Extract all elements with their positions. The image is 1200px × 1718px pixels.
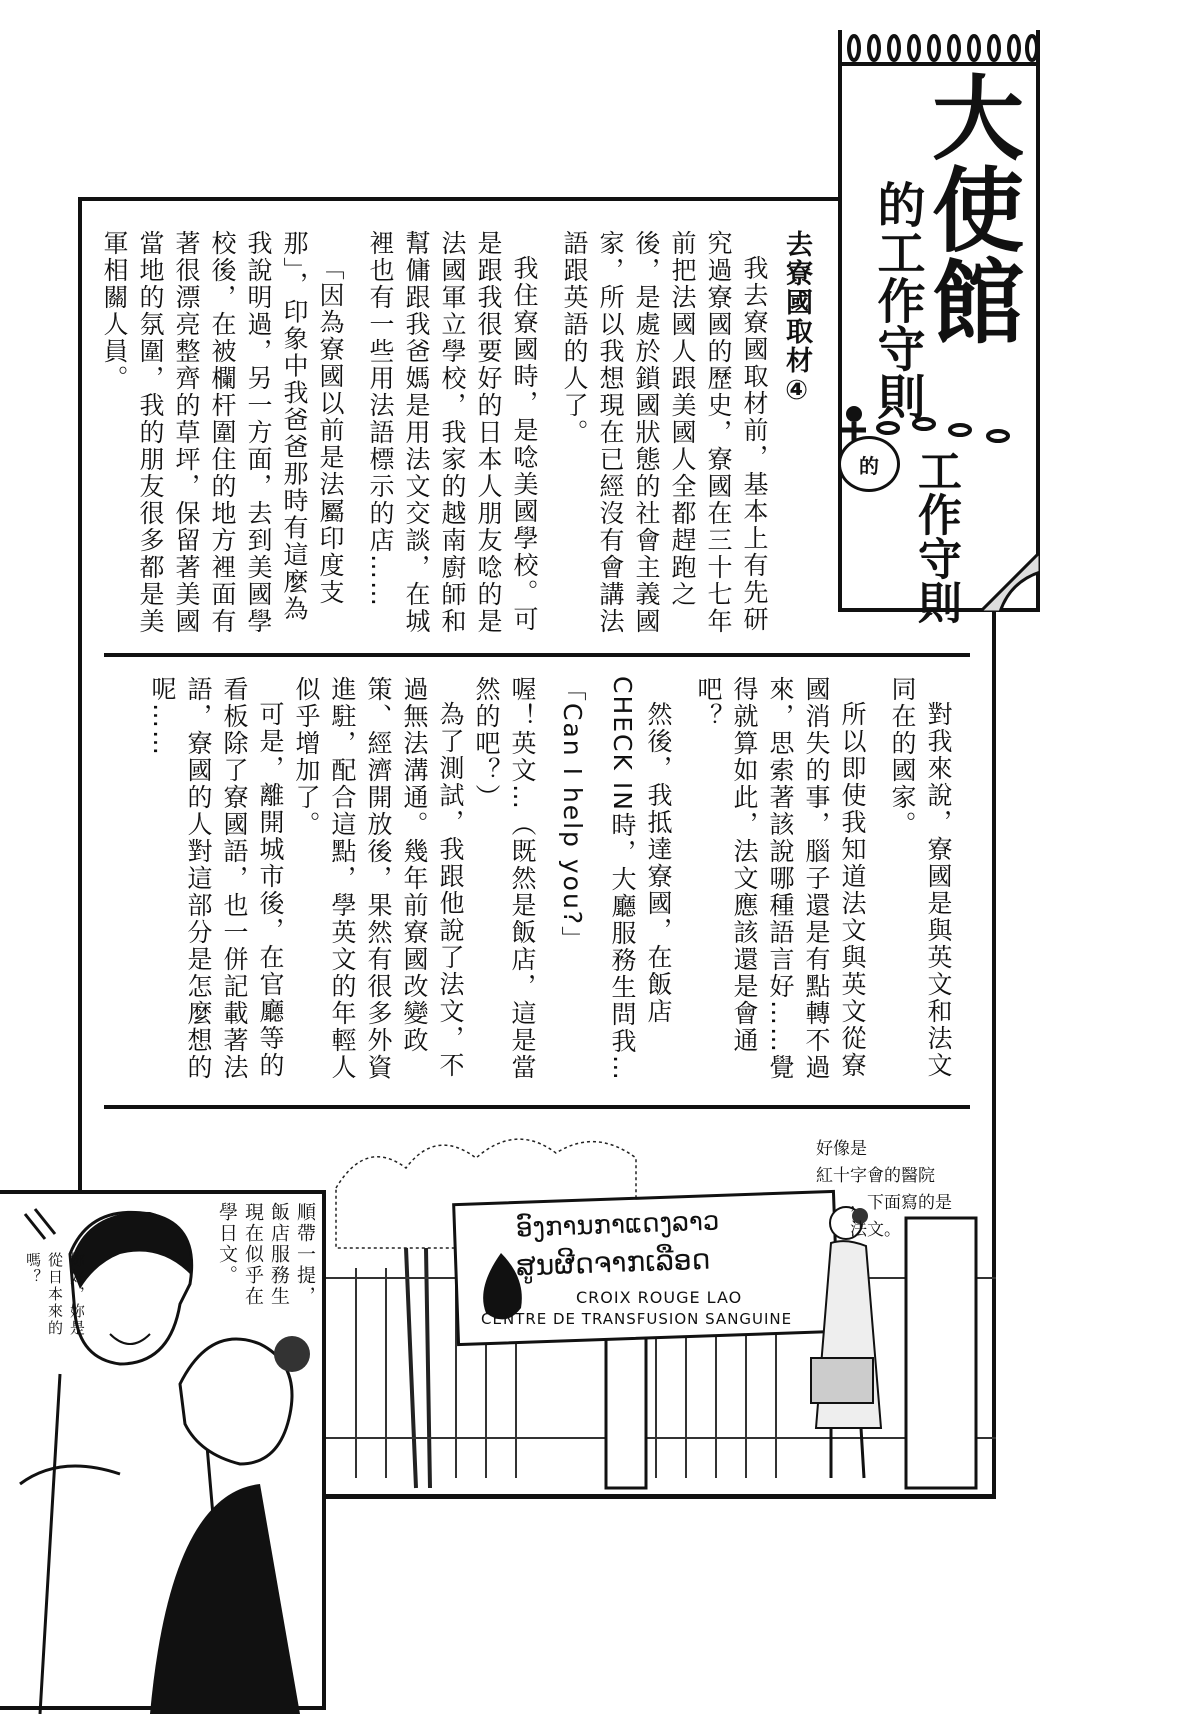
section-heading: 去寮國取材④ [781,230,812,408]
paragraph: 「Can I help you?」 [558,676,587,954]
title-main: 大使館 [917,70,1024,346]
paragraph: 對我來說，寮國是與英文和法文同在的國家。 [888,676,953,1079]
caption-line: 紅十字會的醫院 [816,1166,935,1186]
paragraph: 為了測試，我跟他說了法文，不過無法溝通。幾年前寮國改變政策、經濟開放後，果然有很多外資進駐，配合這點，學英文的年輕人似乎增加了。 [292,676,465,1081]
title-sub1: 的工作守則 [869,180,925,420]
bottom-left-panel [0,1190,326,1710]
page-curl-icon [980,552,1040,612]
sign-french-line1: CROIX ROUGE LAO [576,1288,743,1307]
sign-lao-line1: ອົງການກາແດງລາວ [515,1206,720,1244]
divider [104,1105,970,1109]
paragraph: 所以即使我知道法文與英文從寮國消失的事，腦子還是有點轉不過來，思索著該說哪種語言好……覺得就算如此，法文應該還是會通吧？ [694,676,867,1081]
sign-lao-line2: ສູນຜີດຈາກເລືອດ [515,1242,711,1283]
title-sub2: 工作守則 [910,448,961,624]
paragraph: 我住寮國時，是唸美國學校。可是跟我很要好的日本人朋友唸的是法國軍立學校，我家的越南廚師和幫傭跟我爸媽是用法文交談，在城裡也有一些用法語標示的店…… [366,230,539,635]
section1-text [96,230,814,640]
paragraph: 「因為寮國以前是法屬印度支那」，印象中我爸爸那時有這麼為我說明過，另一方面，去到美國學校後，在被欄杆圍住的地方裡面有著很漂亮整齊的草坪，保留著美國當地的氛圍，我的朋友很多都是美軍相關人員。 [100,230,345,635]
divider [104,653,970,657]
caption-line: 法文。 [850,1220,901,1240]
caption-line: ，下面寫的是 [850,1193,952,1213]
title-person-bubble: 的 [838,436,900,492]
sign-french-line2: CENTRE DE TRANSFUSION SANGUINE [481,1310,793,1328]
speech-bubble: 妳好，妳是從日本來的嗎？ [24,1252,86,1337]
calendar-rings-icon [838,30,1040,70]
caption-line: 好像是 [816,1139,867,1159]
section2-text [144,676,956,1086]
paragraph: 喔！英文…（既然是飯店，這是當然的吧？） [472,676,537,1081]
paragraph: 可是，離開城市後，在官廳等的看板除了寮國語，也一併記載著法語，寮國的人對這部分是怎麼想的呢…… [148,676,285,1081]
illustration-caption [816,1136,952,1244]
bottom-note: 順帶一提，飯店服務生現在似乎在學日文。 [216,1202,316,1307]
paragraph: 然後，我抵達寮國，在飯店CHECK IN時，大廳服務生問我… [608,676,673,1082]
paragraph: 我去寮國取材前，基本上有先研究過寮國的歷史，寮國在三十七年前把法國人跟美國人全都趕跑之後，是處於鎖國狀態的社會主義國家，所以我想現在已經沒有會講法語跟英語的人了。 [560,230,769,635]
